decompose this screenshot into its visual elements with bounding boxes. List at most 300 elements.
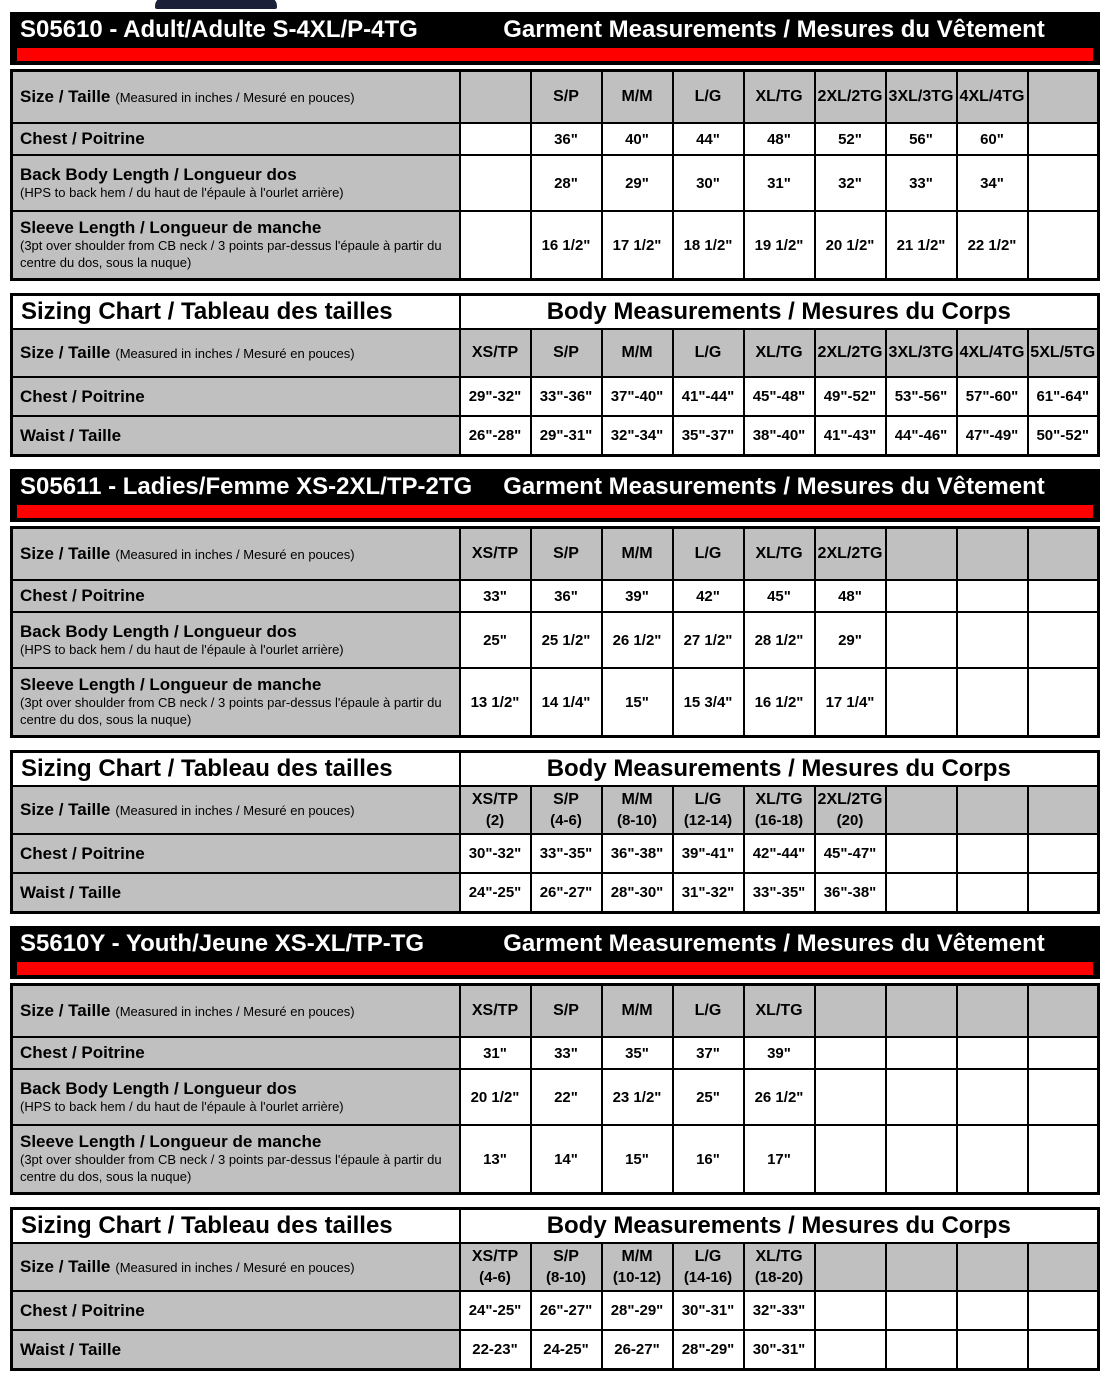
measurement-value-cell: 15 3/4" <box>673 668 744 737</box>
measurement-row <box>12 1037 1099 1069</box>
size-column-header <box>460 71 531 124</box>
measurement-value-cell: 50"-52" <box>1028 416 1099 456</box>
measurement-row <box>12 155 1099 211</box>
measurement-label: Chest / Poitrine <box>20 129 145 148</box>
measurement-value-cell: 17" <box>744 1125 815 1194</box>
measurement-value-cell: 31" <box>744 155 815 211</box>
measurement-value-cell: 32"-33" <box>744 1291 815 1330</box>
measurement-note: (HPS to back hem / du haut de l'épaule à l'ourlet arrière) <box>20 641 344 657</box>
size-row-label: Size / Taille <box>20 87 111 106</box>
measurement-label: Back Body Length / Longueur dos <box>20 164 297 184</box>
size-column-name: S/P <box>553 544 579 562</box>
measurement-label-cell <box>12 873 460 913</box>
size-column-header <box>673 985 744 1038</box>
size-row-note: (Measured in inches / Mesuré en pouces) <box>115 547 355 562</box>
body-measurements-title: Body Measurements / Mesures du Corps <box>460 1209 1099 1244</box>
measurement-value-cell <box>957 580 1028 612</box>
size-header-row <box>12 71 1099 124</box>
measurement-label-cell <box>12 1037 460 1069</box>
top-tab-fragment <box>155 0 277 9</box>
measurement-value-cell: 48" <box>744 123 815 155</box>
size-column-header <box>744 329 815 377</box>
size-column-header <box>673 71 744 124</box>
ladies-body-table <box>10 750 1100 914</box>
measurement-row <box>12 873 1099 913</box>
measurement-value-cell: 23 1/2" <box>602 1069 673 1125</box>
measurement-row <box>12 1330 1099 1370</box>
measurement-label-cell <box>12 1291 460 1330</box>
body-measurements-title: Body Measurements / Mesures du Corps <box>460 752 1099 787</box>
size-column-name: XS/TP <box>471 1001 519 1019</box>
measurement-value-cell <box>957 1330 1028 1370</box>
size-column-header <box>886 329 957 377</box>
size-column-header <box>531 985 602 1038</box>
size-row-note: (Measured in inches / Mesuré en pouces) <box>115 90 355 105</box>
size-row-label: Size / Taille <box>20 544 111 563</box>
sizing-chart-title: Sizing Chart / Tableau des tailles <box>12 752 460 787</box>
garment-header-bar <box>10 12 1100 48</box>
section-ladies-body <box>10 750 1100 914</box>
size-column-header <box>815 329 886 377</box>
size-column-name: XS/TP <box>471 1247 519 1265</box>
measurement-value-cell: 44" <box>673 123 744 155</box>
measurement-label: Chest / Poitrine <box>20 1300 145 1320</box>
measurement-value-cell <box>957 834 1028 873</box>
measurement-row <box>12 1291 1099 1330</box>
sizing-chart-document <box>10 12 1100 1383</box>
measurement-value-cell <box>1028 1330 1099 1370</box>
measurement-value-cell <box>815 1037 886 1069</box>
measurement-label-cell <box>12 377 460 416</box>
size-header-row <box>12 528 1099 581</box>
size-column-name: L/G <box>694 1247 722 1265</box>
measurement-value-cell <box>815 1069 886 1125</box>
size-column-range: (8-10) <box>616 811 657 829</box>
size-column-range: (10-12) <box>612 1268 662 1286</box>
size-column-name: L/G <box>694 1001 722 1019</box>
measurement-value-cell: 16 1/2" <box>744 668 815 737</box>
measurement-note: (3pt over shoulder from CB neck / 3 points par-dessus l'épaule à partir du centre du dos, sous la nuque) <box>20 695 442 727</box>
size-row-label-cell <box>12 329 460 377</box>
measurement-row <box>12 416 1099 456</box>
size-column-header <box>815 786 886 834</box>
body-measurements-title: Body Measurements / Mesures du Corps <box>460 295 1099 330</box>
measurement-value-cell <box>460 211 531 280</box>
measurement-value-cell: 57"-60" <box>957 377 1028 416</box>
size-column-name: 3XL/3TG <box>888 343 954 361</box>
size-column-header <box>1028 528 1099 581</box>
size-row-label: Size / Taille <box>20 1257 111 1276</box>
measurement-value-cell: 53"-56" <box>886 377 957 416</box>
size-row-label: Size / Taille <box>20 343 111 362</box>
measurement-value-cell: 29"-31" <box>531 416 602 456</box>
size-column-header <box>1028 71 1099 124</box>
size-column-header <box>815 1243 886 1291</box>
measurement-note: (HPS to back hem / du haut de l'épaule à l'ourlet arrière) <box>20 1098 344 1114</box>
size-column-name: XL/TG <box>755 343 803 361</box>
size-column-name: L/G <box>694 87 722 105</box>
size-column-header <box>957 786 1028 834</box>
measurement-value-cell: 14 1/4" <box>531 668 602 737</box>
size-column-name: L/G <box>694 343 722 361</box>
measurement-value-cell: 32"-34" <box>602 416 673 456</box>
measurement-value-cell: 60" <box>957 123 1028 155</box>
measurement-value-cell <box>1028 155 1099 211</box>
measurement-value-cell: 26-27" <box>602 1330 673 1370</box>
accent-bar <box>17 48 1093 61</box>
size-column-name: M/M <box>621 343 653 361</box>
size-column-name: XL/TG <box>755 1247 803 1265</box>
size-column-header <box>460 985 531 1038</box>
measurement-value-cell <box>957 668 1028 737</box>
size-column-name: 4XL/4TG <box>959 87 1025 105</box>
youth-garment-table <box>10 983 1100 1195</box>
measurement-row <box>12 612 1099 668</box>
measurement-value-cell <box>886 668 957 737</box>
size-column-header <box>602 71 673 124</box>
size-row-note: (Measured in inches / Mesuré en pouces) <box>115 346 355 361</box>
measurement-value-cell: 26"-27" <box>531 1291 602 1330</box>
accent-bar-frame <box>10 505 1100 522</box>
size-column-name: 5XL/5TG <box>1030 343 1096 361</box>
measurement-value-cell <box>886 1291 957 1330</box>
measurement-row <box>12 668 1099 737</box>
measurement-value-cell: 41"-44" <box>673 377 744 416</box>
section-adult-garment <box>10 12 1100 281</box>
measurement-value-cell: 49"-52" <box>815 377 886 416</box>
measurement-value-cell: 56" <box>886 123 957 155</box>
size-column-header <box>744 786 815 834</box>
size-column-range: (18-20) <box>754 1268 804 1286</box>
size-column-range: (4-6) <box>550 811 582 829</box>
size-row-label-cell <box>12 985 460 1038</box>
size-column-header <box>886 71 957 124</box>
size-column-header <box>886 985 957 1038</box>
measurement-value-cell: 41"-43" <box>815 416 886 456</box>
size-column-name: XL/TG <box>755 1001 803 1019</box>
size-row-label-cell <box>12 71 460 124</box>
section-youth-garment <box>10 926 1100 1195</box>
measurement-value-cell: 26"-28" <box>460 416 531 456</box>
section-youth-body <box>10 1207 1100 1371</box>
size-column-name: M/M <box>621 790 653 808</box>
measurement-value-cell: 17 1/2" <box>602 211 673 280</box>
measurement-label-cell <box>12 612 460 668</box>
size-header-row <box>12 329 1099 377</box>
measurement-value-cell: 33"-36" <box>531 377 602 416</box>
size-column-name: XL/TG <box>755 790 803 808</box>
measurement-value-cell <box>1028 1037 1099 1069</box>
size-column-name: L/G <box>694 790 722 808</box>
measurement-value-cell <box>1028 834 1099 873</box>
measurement-value-cell <box>460 123 531 155</box>
measurement-value-cell <box>957 1125 1028 1194</box>
measurement-value-cell: 20 1/2" <box>815 211 886 280</box>
size-column-header <box>602 985 673 1038</box>
measurement-value-cell: 17 1/4" <box>815 668 886 737</box>
measurement-label: Waist / Taille <box>20 425 122 445</box>
measurement-value-cell: 26"-27" <box>531 873 602 913</box>
measurement-value-cell <box>886 580 957 612</box>
measurement-label-cell <box>12 668 460 737</box>
measurement-value-cell: 24"-25" <box>460 1291 531 1330</box>
measurement-value-cell: 36"-38" <box>815 873 886 913</box>
size-column-name: 2XL/2TG <box>817 790 883 808</box>
size-column-header <box>886 1243 957 1291</box>
measurement-value-cell: 14" <box>531 1125 602 1194</box>
size-column-name: S/P <box>553 343 579 361</box>
size-column-header <box>531 71 602 124</box>
measurement-value-cell: 25 1/2" <box>531 612 602 668</box>
size-column-header <box>602 528 673 581</box>
size-column-range: (4-6) <box>479 1268 511 1286</box>
measurement-label: Waist / Taille <box>20 882 122 902</box>
measurement-value-cell: 28 1/2" <box>744 612 815 668</box>
measurement-label: Chest / Poitrine <box>20 843 145 863</box>
measurement-value-cell: 33" <box>460 580 531 612</box>
size-column-name: XL/TG <box>755 87 803 105</box>
measurement-row <box>12 834 1099 873</box>
measurement-value-cell: 29"-32" <box>460 377 531 416</box>
size-row-label-cell <box>12 786 460 834</box>
measurement-value-cell <box>1028 1291 1099 1330</box>
size-header-row <box>12 1243 1099 1291</box>
chart-title-row <box>12 1209 1099 1244</box>
measurement-label-cell <box>12 1330 460 1370</box>
measurement-value-cell: 30"-31" <box>673 1291 744 1330</box>
measurement-value-cell: 28"-29" <box>673 1330 744 1370</box>
measurement-value-cell <box>886 1125 957 1194</box>
measurement-value-cell: 16" <box>673 1125 744 1194</box>
measurement-label: Chest / Poitrine <box>20 586 145 605</box>
size-column-name: M/M <box>621 1247 653 1265</box>
garment-header-bar <box>10 926 1100 962</box>
measurement-value-cell: 22-23" <box>460 1330 531 1370</box>
measurement-value-cell <box>957 612 1028 668</box>
measurement-row <box>12 1125 1099 1194</box>
measurement-note: (3pt over shoulder from CB neck / 3 points par-dessus l'épaule à partir du centre du dos, sous la nuque) <box>20 238 442 270</box>
size-column-header <box>744 985 815 1038</box>
section-subtitle: Garment Measurements / Mesures du Vêtement <box>503 16 1045 43</box>
measurement-label: Sleeve Length / Longueur de manche <box>20 1132 322 1152</box>
size-column-name: M/M <box>621 1001 653 1019</box>
measurement-value-cell: 45" <box>744 580 815 612</box>
size-column-name: XS/TP <box>471 544 519 562</box>
measurement-value-cell: 35"-37" <box>673 416 744 456</box>
size-column-name: S/P <box>553 1001 579 1019</box>
size-column-range: (8-10) <box>545 1268 586 1286</box>
size-row-label-cell <box>12 528 460 581</box>
measurement-value-cell: 28"-30" <box>602 873 673 913</box>
sizing-chart-title: Sizing Chart / Tableau des tailles <box>12 1209 460 1244</box>
accent-bar-frame <box>10 48 1100 65</box>
size-column-header <box>531 786 602 834</box>
measurement-value-cell: 33"-35" <box>531 834 602 873</box>
size-column-range: (2) <box>485 811 505 829</box>
measurement-value-cell: 44"-46" <box>886 416 957 456</box>
chart-title-row <box>12 752 1099 787</box>
measurement-label-cell <box>12 834 460 873</box>
measurement-value-cell: 36" <box>531 123 602 155</box>
measurement-value-cell: 16 1/2" <box>531 211 602 280</box>
measurement-value-cell <box>1028 1069 1099 1125</box>
measurement-value-cell: 24-25" <box>531 1330 602 1370</box>
size-column-header <box>744 528 815 581</box>
measurement-value-cell <box>957 1069 1028 1125</box>
size-column-header <box>531 528 602 581</box>
measurement-label-cell <box>12 211 460 280</box>
section-title: S05611 - Ladies/Femme XS-2XL/TP-2TG <box>20 473 473 500</box>
size-column-name: XS/TP <box>471 343 519 361</box>
measurement-label-cell <box>12 416 460 456</box>
size-row-label: Size / Taille <box>20 800 111 819</box>
measurement-value-cell: 29" <box>815 612 886 668</box>
measurement-value-cell <box>886 1037 957 1069</box>
size-column-header <box>460 329 531 377</box>
measurement-value-cell: 18 1/2" <box>673 211 744 280</box>
measurement-value-cell: 28" <box>531 155 602 211</box>
garment-header-bar <box>10 469 1100 505</box>
measurement-value-cell: 30"-31" <box>744 1330 815 1370</box>
measurement-value-cell: 31" <box>460 1037 531 1069</box>
size-column-header <box>957 985 1028 1038</box>
size-row-label: Size / Taille <box>20 1001 111 1020</box>
size-column-header <box>744 71 815 124</box>
measurement-value-cell: 33" <box>531 1037 602 1069</box>
size-column-name: M/M <box>621 544 653 562</box>
measurement-value-cell: 32" <box>815 155 886 211</box>
measurement-value-cell: 26 1/2" <box>744 1069 815 1125</box>
measurement-value-cell <box>1028 612 1099 668</box>
size-column-header <box>1028 329 1099 377</box>
section-adult-body <box>10 293 1100 457</box>
measurement-value-cell: 25" <box>460 612 531 668</box>
measurement-value-cell <box>1028 668 1099 737</box>
measurement-value-cell: 24"-25" <box>460 873 531 913</box>
measurement-value-cell: 21 1/2" <box>886 211 957 280</box>
size-column-header <box>815 985 886 1038</box>
measurement-value-cell <box>815 1330 886 1370</box>
size-row-note: (Measured in inches / Mesuré en pouces) <box>115 1260 355 1275</box>
measurement-value-cell: 29" <box>602 155 673 211</box>
size-column-name: 3XL/3TG <box>888 87 954 105</box>
size-column-header <box>1028 786 1099 834</box>
measurement-value-cell <box>1028 123 1099 155</box>
size-column-name: 2XL/2TG <box>817 544 883 562</box>
youth-body-table <box>10 1207 1100 1371</box>
measurement-label: Waist / Taille <box>20 1339 122 1359</box>
measurement-value-cell <box>886 1330 957 1370</box>
measurement-value-cell: 13 1/2" <box>460 668 531 737</box>
measurement-value-cell: 39" <box>744 1037 815 1069</box>
size-column-header <box>673 1243 744 1291</box>
size-column-header <box>815 71 886 124</box>
measurement-value-cell: 42"-44" <box>744 834 815 873</box>
size-column-header <box>957 329 1028 377</box>
section-ladies-garment <box>10 469 1100 738</box>
measurement-value-cell: 37" <box>673 1037 744 1069</box>
measurement-row <box>12 377 1099 416</box>
measurement-value-cell: 27 1/2" <box>673 612 744 668</box>
section-title: S05610 - Adult/Adulte S-4XL/P-4TG <box>20 16 418 43</box>
size-column-header <box>602 329 673 377</box>
accent-bar <box>17 962 1093 975</box>
size-header-row <box>12 786 1099 834</box>
size-column-name: S/P <box>553 87 579 105</box>
size-column-name: M/M <box>621 87 653 105</box>
size-column-name: L/G <box>694 544 722 562</box>
measurement-value-cell: 45"-47" <box>815 834 886 873</box>
section-subtitle: Garment Measurements / Mesures du Vêtement <box>503 473 1045 500</box>
sizing-chart-title: Sizing Chart / Tableau des tailles <box>12 295 460 330</box>
size-column-range: (14-16) <box>683 1268 733 1286</box>
measurement-value-cell: 39"-41" <box>673 834 744 873</box>
measurement-value-cell <box>886 834 957 873</box>
measurement-value-cell: 39" <box>602 580 673 612</box>
measurement-value-cell <box>886 612 957 668</box>
measurement-value-cell: 37"-40" <box>602 377 673 416</box>
measurement-label: Chest / Poitrine <box>20 386 145 406</box>
size-column-range: (16-18) <box>754 811 804 829</box>
size-column-header <box>673 528 744 581</box>
measurement-label: Sleeve Length / Longueur de manche <box>20 675 322 695</box>
chart-title-row <box>12 295 1099 330</box>
size-column-header <box>886 786 957 834</box>
measurement-value-cell: 31"-32" <box>673 873 744 913</box>
measurement-value-cell <box>886 1069 957 1125</box>
measurement-value-cell: 26 1/2" <box>602 612 673 668</box>
measurement-value-cell: 48" <box>815 580 886 612</box>
measurement-value-cell: 20 1/2" <box>460 1069 531 1125</box>
size-column-header <box>460 1243 531 1291</box>
measurement-note: (3pt over shoulder from CB neck / 3 points par-dessus l'épaule à partir du centre du dos, sous la nuque) <box>20 1152 442 1184</box>
measurement-row <box>12 123 1099 155</box>
measurement-label-cell <box>12 1125 460 1194</box>
measurement-row <box>12 580 1099 612</box>
measurement-label-cell <box>12 1069 460 1125</box>
measurement-value-cell: 15" <box>602 1125 673 1194</box>
measurement-row <box>12 1069 1099 1125</box>
adult-garment-table <box>10 69 1100 281</box>
size-row-note: (Measured in inches / Mesuré en pouces) <box>115 1004 355 1019</box>
measurement-value-cell: 61"-64" <box>1028 377 1099 416</box>
size-column-name: 2XL/2TG <box>817 343 883 361</box>
measurement-value-cell: 28"-29" <box>602 1291 673 1330</box>
adult-body-table <box>10 293 1100 457</box>
accent-bar <box>17 505 1093 518</box>
measurement-value-cell: 22 1/2" <box>957 211 1028 280</box>
ladies-garment-table <box>10 526 1100 738</box>
size-header-row <box>12 985 1099 1038</box>
measurement-label-cell <box>12 580 460 612</box>
measurement-label-cell <box>12 123 460 155</box>
measurement-value-cell: 42" <box>673 580 744 612</box>
measurement-label-cell <box>12 155 460 211</box>
size-column-header <box>602 1243 673 1291</box>
measurement-value-cell: 30" <box>673 155 744 211</box>
measurement-value-cell: 36" <box>531 580 602 612</box>
measurement-value-cell <box>815 1291 886 1330</box>
size-column-name: XL/TG <box>755 544 803 562</box>
measurement-value-cell: 22" <box>531 1069 602 1125</box>
size-column-header <box>460 528 531 581</box>
size-column-header <box>744 1243 815 1291</box>
measurement-label: Chest / Poitrine <box>20 1043 145 1062</box>
size-column-header <box>957 528 1028 581</box>
measurement-value-cell: 33" <box>886 155 957 211</box>
size-column-name: S/P <box>553 790 579 808</box>
size-column-header <box>957 71 1028 124</box>
